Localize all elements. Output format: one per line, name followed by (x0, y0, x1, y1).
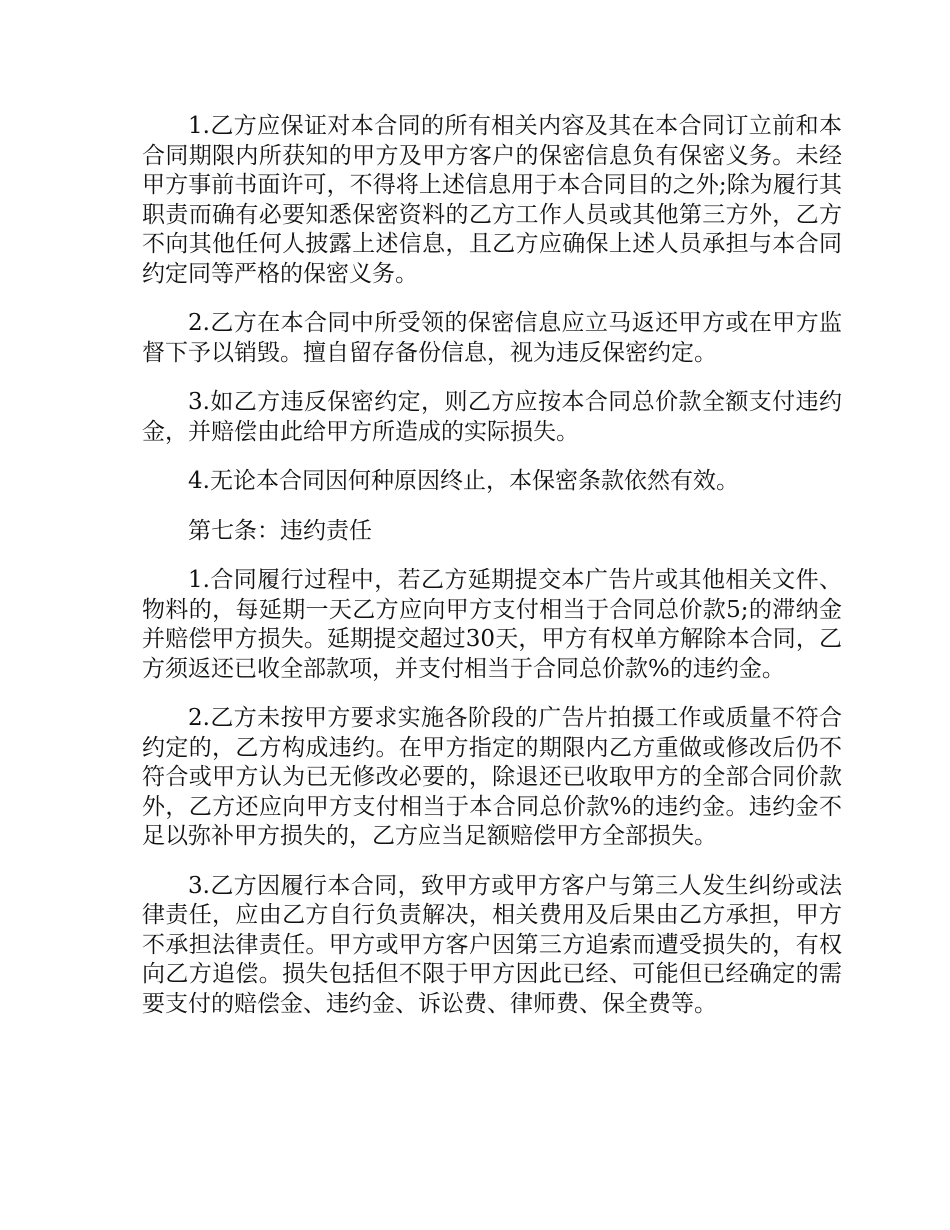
confidentiality-clause-4: 4.无论本合同因何种原因终止，本保密条款依然有效。 (188, 468, 739, 494)
section-heading-article-7: 第七条：违约责任 (188, 517, 372, 544)
liability-clause-3: 3.乙方因履行本合同，致甲方或甲方客户与第三人发生纠纷或法律责任，应由乙方自行负责解决，相关费用及后果由乙方承担，甲方不承担法律责任。甲方或甲方客户因第三方追索而遭受损失的，有权向乙方追偿。损失包括但不限于甲方因此已经、可能但已经确定的需要支付的赔偿金、违约金、诉讼费、律师费、保全费等。 (142, 872, 842, 1017)
liability-clause-1: 1.合同履行过程中，若乙方延期提交本广告片或其他相关文件、物料的，每延期一天乙方应向甲方支付相当于合同总价款5;的滞纳金并赔偿甲方损失。延期提交超过30天，甲方有权单方解除本合同，乙方须返还已收全部款项，并支付相当于合同总价款%的违约金。 (142, 567, 842, 682)
confidentiality-clause-2: 2.乙方在本合同中所受领的保密信息应立马返还甲方或在甲方监督下予以销毁。擅自留存备份信息，视为违反保密约定。 (142, 310, 842, 366)
confidentiality-clause-3: 3.如乙方违反保密约定，则乙方应按本合同总价款全额支付违约金，并赔偿由此给甲方所造成的实际损失。 (142, 389, 842, 445)
liability-clause-2: 2.乙方未按甲方要求实施各阶段的广告片拍摄工作或质量不符合约定的，乙方构成违约。在甲方指定的期限内乙方重做或修改后仍不符合或甲方认为已无修改必要的，除退还已收取甲方的全部合同价款外，乙方还应向甲方支付相当于本合同总价款%的违约金。违约金不足以弥补甲方损失的，乙方应当足额赔偿甲方全部损失。 (142, 705, 842, 849)
document-page (142, 112, 842, 1039)
confidentiality-clause-1: 1.乙方应保证对本合同的所有相关内容及其在本合同订立前和本合同期限内所获知的甲方及甲方客户的保密信息负有保密义务。未经甲方事前书面许可，不得将上述信息用于本合同目的之外;除为履行其职责而确有必要知悉保密资料的乙方工作人员或其他第三方外，乙方不向其他任何人披露上述信息，且乙方应确保上述人员承担与本合同约定同等严格的保密义务。 (142, 113, 842, 287)
